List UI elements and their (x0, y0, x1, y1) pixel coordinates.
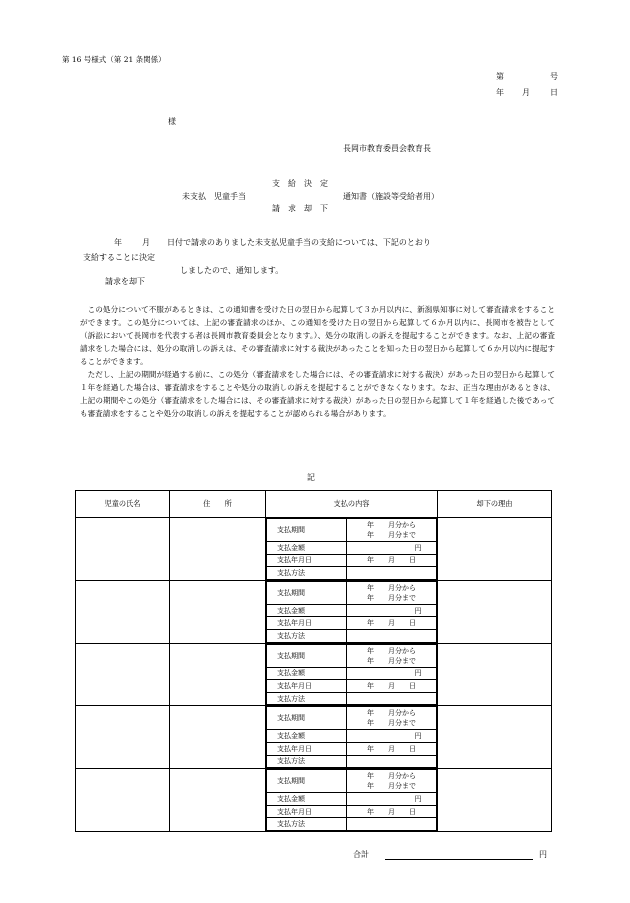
method-label: 支払方法 (267, 818, 347, 831)
table-row (76, 580, 552, 643)
table-row (76, 769, 552, 832)
child-name-cell[interactable] (76, 769, 170, 832)
period-label: 支払期間 (267, 519, 347, 542)
appeal-paragraph-2: ただし、上記の期間が経過する前に、この処分（審査請求をした場合には、その審査請求に対する裁決）があった日の翌日から起算して１年を経過した場合は、審査請求をすることや処分の取消しの訴えを提起することができなくなります。なお、正当な理由があるときは、上記の期間やこの処分（審査請求をした場合には、その審査請求に対する裁決）があった日の翌日から起算して１年を経過した後であっても審査請求をすることや処分の取消しの訴えを提起することが認められる場合があります。 (80, 370, 555, 418)
address-cell[interactable] (170, 706, 266, 769)
payment-details-cell (266, 706, 438, 769)
amount-label: 支払金額 (267, 542, 347, 555)
payment-details-cell (266, 580, 438, 643)
intro-option-reject: 請求を却下 (105, 277, 145, 286)
method-value[interactable] (347, 567, 437, 580)
period-label: 支払期間 (267, 770, 347, 793)
date-month: 月 (522, 88, 530, 97)
title-option-rejection: 請 求 却 下 (272, 204, 328, 213)
amount-unit: 円 (414, 794, 422, 803)
total-line (385, 858, 533, 860)
payment-details-cell (266, 518, 438, 581)
amount-label: 支払金額 (267, 667, 347, 680)
appeal-notice (80, 303, 555, 420)
addressee-suffix: 様 (168, 117, 176, 126)
title-suffix: 通知書（施設等受給者用） (343, 192, 439, 201)
date-label: 支払年月日 (267, 680, 347, 693)
form-number: 第 16 号様式（第 21 条関係） (62, 55, 166, 64)
method-label: 支払方法 (267, 755, 347, 768)
date-year: 年 (496, 88, 504, 97)
period-to: 年 月分まで (367, 593, 416, 602)
method-value[interactable] (347, 629, 437, 642)
table-row (76, 643, 552, 706)
child-name-cell[interactable] (76, 706, 170, 769)
header-child-name: 児童の氏名 (76, 491, 170, 518)
address-cell[interactable] (170, 580, 266, 643)
header-rejection-reason: 却下の理由 (438, 491, 552, 518)
child-name-cell[interactable] (76, 643, 170, 706)
date-label: 支払年月日 (267, 554, 347, 567)
date-day: 日 (550, 88, 558, 97)
method-label: 支払方法 (267, 629, 347, 642)
ki-heading: 記 (307, 473, 315, 482)
intro-option-pay: 支給することに決定 (83, 253, 155, 262)
doc-number-prefix: 第 (496, 72, 504, 81)
amount-label: 支払金額 (267, 730, 347, 743)
amount-value[interactable] (347, 730, 437, 743)
period-value[interactable] (347, 770, 437, 793)
table-header-row (76, 491, 552, 518)
address-cell[interactable] (170, 518, 266, 581)
amount-label: 支払金額 (267, 604, 347, 617)
date-value[interactable] (347, 617, 437, 630)
child-name-cell[interactable] (76, 518, 170, 581)
child-name-cell[interactable] (76, 580, 170, 643)
period-to: 年 月分まで (367, 782, 416, 791)
date-value[interactable] (347, 554, 437, 567)
intro-month: 月 (142, 238, 150, 247)
doc-number-suffix: 号 (550, 72, 558, 81)
period-to: 年 月分まで (367, 531, 416, 539)
intro-text: 日付で請求のありました未支払児童手当の支給については、下記のとおり (167, 238, 431, 247)
period-from: 年 月分から (367, 521, 416, 529)
date-value-text: 年 月 日 (367, 807, 416, 816)
amount-unit: 円 (414, 606, 422, 615)
method-value[interactable] (347, 755, 437, 768)
date-value[interactable] (347, 742, 437, 755)
rejection-reason-cell[interactable] (438, 706, 552, 769)
rejection-reason-cell[interactable] (438, 643, 552, 706)
payment-details-cell (266, 769, 438, 832)
method-label: 支払方法 (267, 567, 347, 580)
total-unit: 円 (539, 850, 547, 859)
header-address: 住 所 (170, 491, 266, 518)
table-row (76, 518, 552, 581)
date-value-text: 年 月 日 (367, 681, 416, 690)
period-label: 支払期間 (267, 581, 347, 604)
amount-value[interactable] (347, 604, 437, 617)
table-row (76, 706, 552, 769)
date-label: 支払年月日 (267, 805, 347, 818)
amount-label: 支払金額 (267, 793, 347, 806)
period-label: 支払期間 (267, 644, 347, 667)
period-to: 年 月分まで (367, 719, 416, 728)
date-label: 支払年月日 (267, 742, 347, 755)
method-value[interactable] (347, 692, 437, 705)
period-value[interactable] (347, 519, 437, 542)
period-from: 年 月分から (367, 709, 416, 718)
rejection-reason-cell[interactable] (438, 518, 552, 581)
address-cell[interactable] (170, 769, 266, 832)
header-payment-details: 支払の内容 (266, 491, 438, 518)
period-value[interactable] (347, 644, 437, 667)
date-label: 支払年月日 (267, 617, 347, 630)
amount-unit: 円 (414, 669, 422, 678)
amount-value[interactable] (347, 667, 437, 680)
method-value[interactable] (347, 818, 437, 831)
period-from: 年 月分から (367, 583, 416, 592)
period-label: 支払期間 (267, 707, 347, 730)
amount-unit: 円 (414, 543, 422, 552)
period-to: 年 月分まで (367, 656, 416, 665)
total-label: 合計 (353, 850, 369, 859)
amount-unit: 円 (414, 732, 422, 741)
address-cell[interactable] (170, 643, 266, 706)
payment-table (75, 490, 552, 832)
intro-year: 年 (114, 238, 122, 247)
appeal-paragraph-1: この処分について不服があるときは、この通知書を受けた日の翌日から起算して３か月以内に、新潟県知事に対して審査請求をすることができます。この処分については、上記の審査請求のほか、この通知を受けた日の翌日から起算して６か月以内に、長岡市を被告として（訴訟において長岡市を代表する者は長岡市教育委員会となります。）、処分の取消しの訴えを提起することができます。なお、上記の審査請求をした場合には、処分の取消しの訴えは、その審査請求に対する裁決があったことを知った日の翌日から起算して６か月以内に提起することができます。 (80, 305, 555, 366)
date-value[interactable] (347, 805, 437, 818)
title-option-decision: 支 給 決 定 (272, 179, 328, 188)
period-from: 年 月分から (367, 772, 416, 781)
rejection-reason-cell[interactable] (438, 769, 552, 832)
amount-value[interactable] (347, 542, 437, 555)
title-prefix: 未支払 児童手当 (182, 192, 246, 201)
period-value[interactable] (347, 707, 437, 730)
period-from: 年 月分から (367, 646, 416, 655)
amount-value[interactable] (347, 793, 437, 806)
issuer: 長岡市教育委員会教育長 (343, 144, 431, 153)
method-label: 支払方法 (267, 692, 347, 705)
payment-details-cell (266, 643, 438, 706)
rejection-reason-cell[interactable] (438, 580, 552, 643)
date-value-text: 年 月 日 (367, 619, 416, 628)
period-value[interactable] (347, 581, 437, 604)
date-value-text: 年 月 日 (367, 744, 416, 753)
date-value[interactable] (347, 680, 437, 693)
intro-tail: しましたので、通知します。 (180, 266, 284, 275)
date-value-text: 年 月 日 (367, 556, 416, 565)
